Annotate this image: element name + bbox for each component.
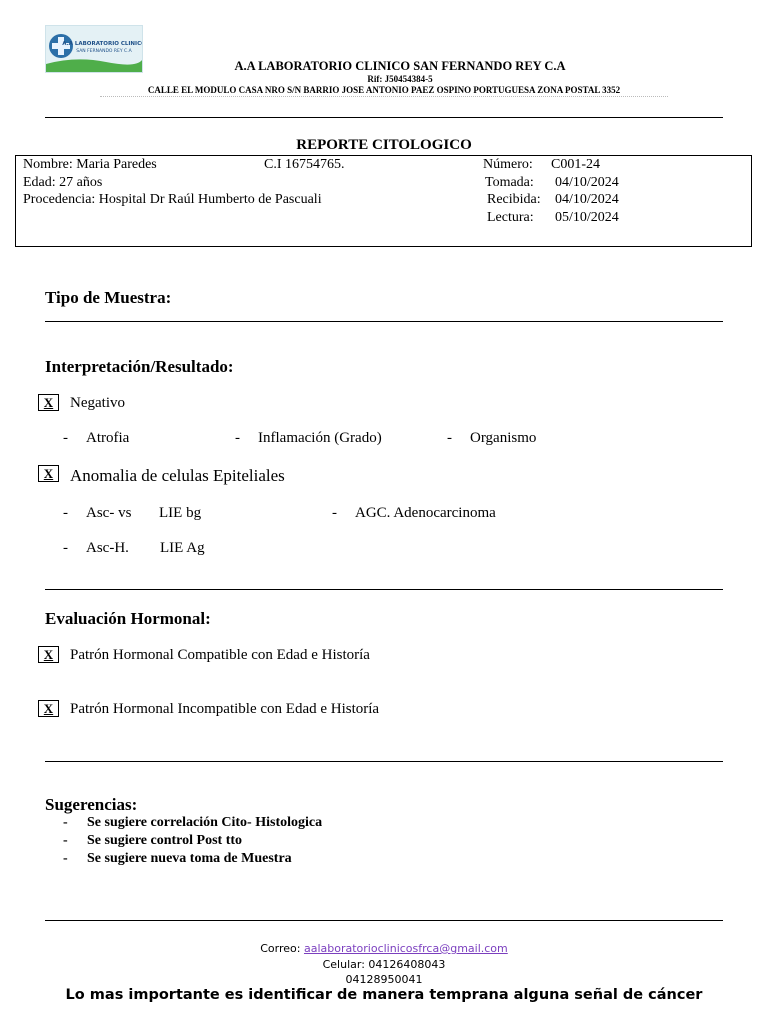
sugerencia-item: - Se sugiere control Post tto [63,833,243,848]
email-link[interactable]: aalaboratorioclinicosfrca@gmail.com [303,942,508,955]
sugerencia-text: Se sugiere correlación Cito- Histologica [87,815,323,830]
lectura-label: Lectura: [487,210,534,225]
lie-ag-label: LIE Ag [160,540,205,556]
anomalia-label: Anomalia de celulas Epiteliales [70,466,285,485]
agc-label: AGC. Adenocarcinoma [355,505,496,521]
tomada-label: Tomada: [485,175,534,190]
organismo-label: Organismo [470,430,537,446]
lab-logo-image [46,26,142,72]
footer-phone-line [0,958,768,971]
celular-label: Celular: [322,958,369,971]
negativo-checkbox[interactable]: X [38,394,59,411]
patient-info-box [15,155,752,247]
footer-slogan: Lo mas importante es identificar de manera temprana alguna señal de cáncer [65,987,703,1003]
tipo-muestra-divider [45,321,723,322]
recibida-label: Recibida: [487,192,541,207]
tipo-muestra-title [45,288,171,308]
lab-logo [45,25,143,73]
interpretacion-divider [45,589,723,590]
phone-2: 04128950041 [345,973,423,986]
phone-1: 04126408043 [368,958,446,971]
tomada-value: 04/10/2024 [555,175,619,190]
tipo-muestra-title-text: Tipo de Muestra: [45,288,172,307]
patient-ci: C.I 16754765. [264,157,345,172]
numero-value: C001-24 [551,157,600,172]
incompatible-checkbox[interactable]: X [38,700,59,717]
asc-h-item: - Asc-H. [63,540,129,556]
atrofia-item: - Atrofia [63,430,130,446]
lab-rif: Rif: J50454384-5 [367,74,433,84]
sugerencia-item: - Se sugiere correlación Cito- Histologica [63,815,323,830]
svg-text:A.A LABORATORIO CLINICO: A.A LABORATORIO CLINICO [62,41,142,47]
hormonal-divider [45,761,723,762]
agc-item: - AGC. Adenocarcinoma [332,505,496,521]
asc-vs-item: - Asc- vs [63,505,132,521]
header-divider [45,117,723,118]
lie-bg-label: LIE bg [159,505,202,521]
interpretacion-title-text: Interpretación/Resultado: [45,357,234,376]
compatible-checkbox[interactable]: X [38,646,59,663]
hormonal-title [45,609,211,629]
lab-name: A.A LABORATORIO CLINICO SAN FERNANDO REY C.A [234,59,566,73]
numero-label: Número: [483,157,533,172]
inflamacion-item: - Inflamación (Grado) [235,430,382,446]
compatible-label: Patrón Hormonal Compatible con Edad e Historía [70,647,370,663]
report-title: REPORTE CITOLOGICO [296,137,472,153]
negativo-label: Negativo [70,395,125,411]
correo-label: Correo: [260,942,304,955]
footer-divider [45,920,723,921]
inflamacion-label: Inflamación (Grado) [258,430,382,446]
svg-text:SAN FERNANDO REY C.A: SAN FERNANDO REY C.A [76,49,132,54]
recibida-value: 04/10/2024 [555,192,619,207]
patient-age: Edad: 27 años [23,175,103,190]
asc-h-label: Asc-H. [86,540,129,556]
anomalia-checkbox[interactable]: X [38,465,59,482]
sugerencia-text: Se sugiere control Post tto [87,833,243,848]
incompatible-label: Patrón Hormonal Incompatible con Edad e Historía [70,701,380,717]
hormonal-title-text: Evaluación Hormonal: [45,609,211,628]
asc-vs-label: Asc- vs [86,505,132,521]
patient-origin: Procedencia: Hospital Dr Raúl Humberto de Pascuali [23,192,322,207]
footer-email-line [0,942,768,955]
lectura-value: 05/10/2024 [555,210,619,225]
patient-name: Nombre: Maria Paredes [23,157,157,172]
sugerencia-text: Se sugiere nueva toma de Muestra [87,851,292,866]
atrofia-label: Atrofia [86,430,130,446]
interpretacion-title [45,357,234,377]
sugerencia-item: - Se sugiere nueva toma de Muestra [63,851,292,866]
lab-address: CALLE EL MODULO CASA NRO S/N BARRIO JOSE ANTONIO PAEZ OSPINO PORTUGUESA ZONA POSTAL 3352 [100,85,668,97]
sugerencias-title: Sugerencias: [45,795,138,814]
organismo-item: - Organismo [447,430,537,446]
